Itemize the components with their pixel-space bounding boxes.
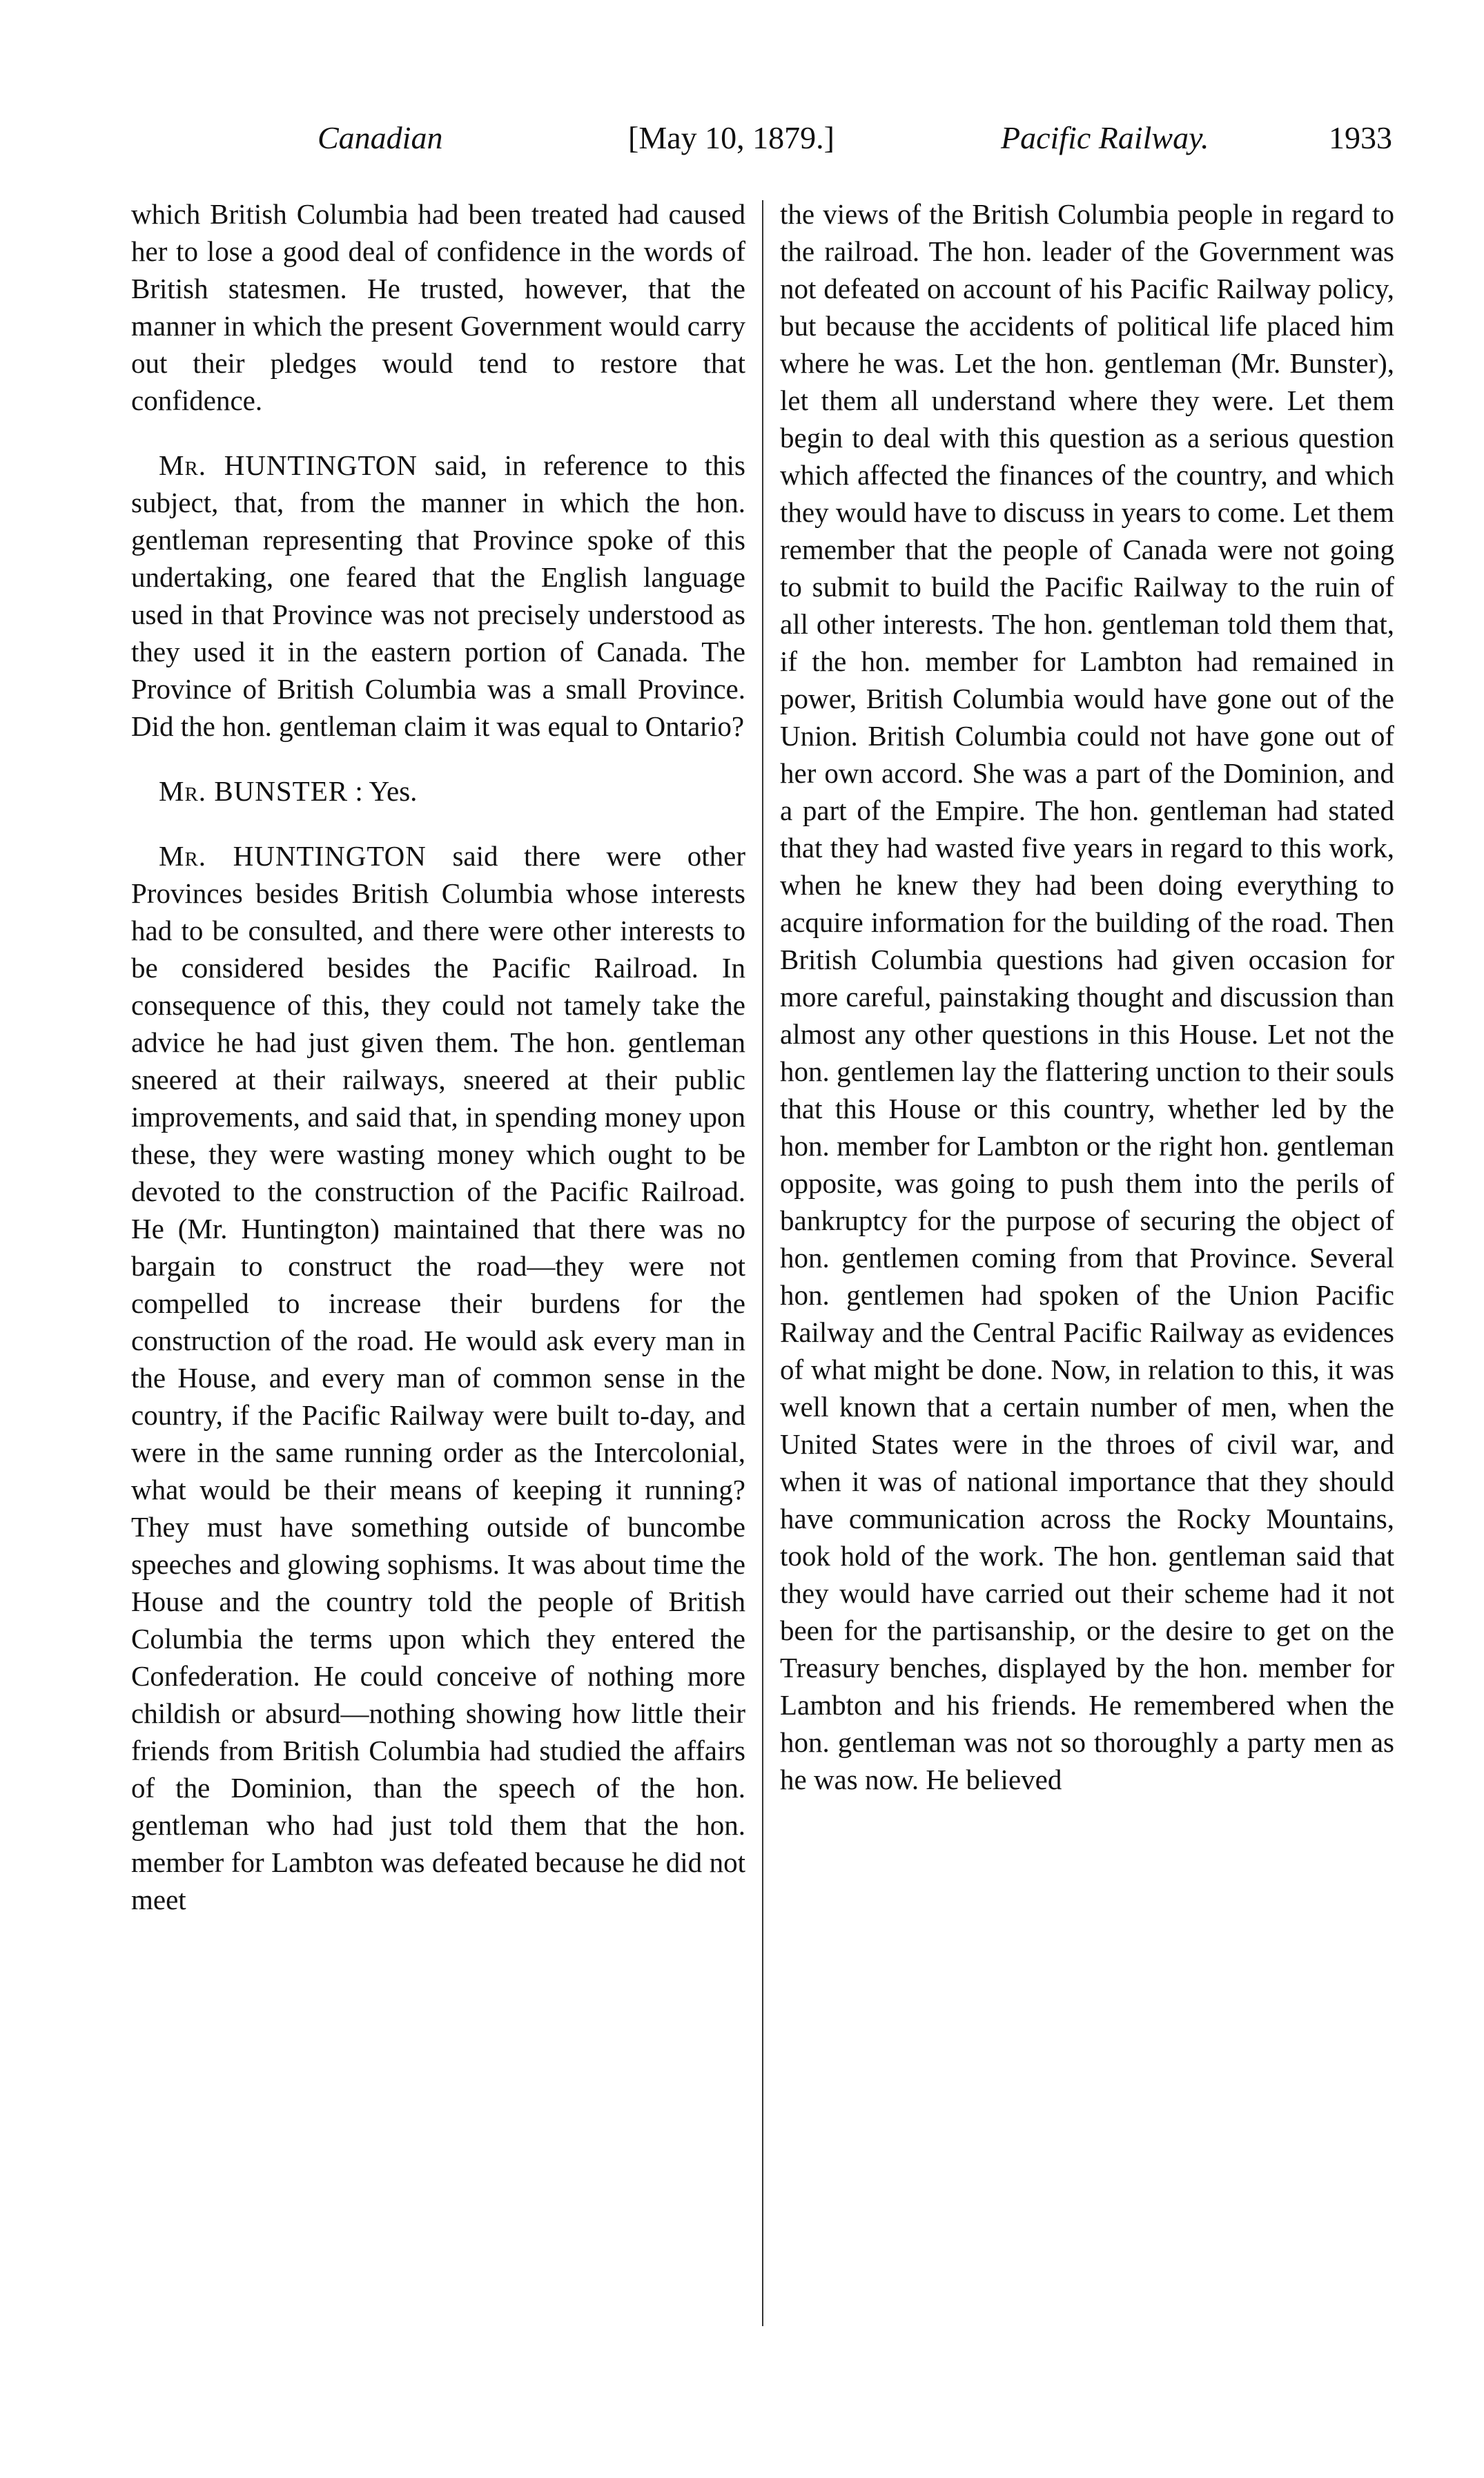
right-column [780, 195, 1394, 2328]
page-number: 1933 [1329, 120, 1392, 155]
header-date: [May 10, 1879.] [628, 120, 834, 155]
speaker-label [159, 775, 348, 807]
speech-text: said, in reference to this subject, that, from the manner in which the hon. gentleman representing that Province spoke of this undertaking, one feared that the English language used in that Province was not precisely understood as they used it in the eastern portion of Canada. The Province of British Columbia was a small Province. Did the hon. gentleman claim it was equal to Ontario? [131, 449, 745, 742]
left-paragraph-continuation: which British Columbia had been treated had caused her to lose a good deal of confidence in the words of British statesmen. He trusted, however, that the manner in which the present Government would carry out their pledges would tend to restore that confidence. [131, 198, 745, 416]
column-divider [762, 200, 763, 2326]
page-header [131, 116, 1415, 171]
speaker-title: Mr. [159, 840, 207, 872]
right-paragraph-continuation: the views of the British Columbia people in regard to the railroad. The hon. leader of the Government was not defeated on account of his Pacific Railway policy, but because the accidents of political life placed him where he was. Let the hon. gentleman (Mr. Bunster), let them all understand where they were. Let them begin to deal with this question as a serious question which affected the finances of the country, and which they would have to discuss in years to come. Let them remember that the people of Canada were not going to submit to build the Pacific Railway to the ruin of all other interests. The hon. gentleman told them that, if the hon. member for Lambton had remained in power, British Columbia would have gone out of the Union. British Columbia could not have gone out of her own accord. She was a part of the Dominion, and a part of the Empire. The hon. gentleman had stated that they had wasted five years in regard to this work, when he knew they had been doing everything to acquire information for the building of the road. Then British Columbia questions had given occasion for more careful, painstaking thought and discussion than almost any other questions in this House. Let not the hon. gentlemen lay the flattering unction to their souls that this House or this country, whether led by the hon. member for Lambton or the right hon. gentleman opposite, was going to push them into the perils of bankruptcy for the purpose of securing the object of hon. gentlemen coming from that Province. Several hon. gentlemen had spoken of the Union Pacific Railway and the Central Pacific Railway as evidences of what might be done. Now, in relation to this, it was well known that a certain number of men, when the United States were in the throes of civil war, and when it was of national importance that they should have communication across the Rocky Mountains, took hold of the work. The hon. gentleman said that they would have carried out their scheme had it not been for the partisanship, or the desire to get on the Treasury benches, displayed by the hon. member for Lambton and his friends. He remembered when the hon. gentleman was not so thoroughly a party men as he was now. He believed [780, 198, 1394, 1795]
speech-huntington-2 [131, 837, 745, 1918]
speech-bunster [131, 772, 745, 810]
header-topic: Pacific Railway. [1001, 120, 1209, 155]
speaker-label [159, 840, 427, 872]
speaker-label [159, 449, 418, 481]
speech-text: : Yes. [348, 775, 418, 807]
header-section-title: Canadian [318, 120, 443, 155]
speaker-title: Mr. [159, 449, 207, 481]
speaker-title: Mr. [159, 775, 207, 807]
speaker-name: HUNTINGTON [224, 449, 418, 481]
speaker-name: BUNSTER [214, 775, 349, 807]
speaker-name: HUNTINGTON [233, 840, 427, 872]
left-column [131, 195, 745, 2328]
speech-huntington-1 [131, 447, 745, 745]
speech-text: said there were other Provinces besides British Columbia whose interests had to be consulted, and there were other interests to be considered besides the Pacific Railroad. In consequence of this, they could not tamely take the advice he had just given them. The hon. gentleman sneered at their railways, sneered at their public improvements, and said that, in spending money upon these, they were wasting money which ought to be devoted to the construction of the Pacific Railroad. He (Mr. Huntington) maintained that there was no bargain to construct the road—they were not compelled to increase their burdens for the construction of the road. He would ask every man in the House, and every man of common sense in the country, if the Pacific Railway were built to-day, and were in the same running order as the Intercolonial, what would be their means of keeping it running? They must have something outside of buncombe speeches and glowing sophisms. It was about time the House and the country told the people of British Columbia the terms upon which they entered the Confederation. He could conceive of nothing more childish or absurd—nothing showing how little their friends from British Columbia had studied the affairs of the Dominion, than the speech of the hon. gentleman who had just told them that the hon. member for Lambton was defeated because he did not meet [131, 840, 745, 1915]
